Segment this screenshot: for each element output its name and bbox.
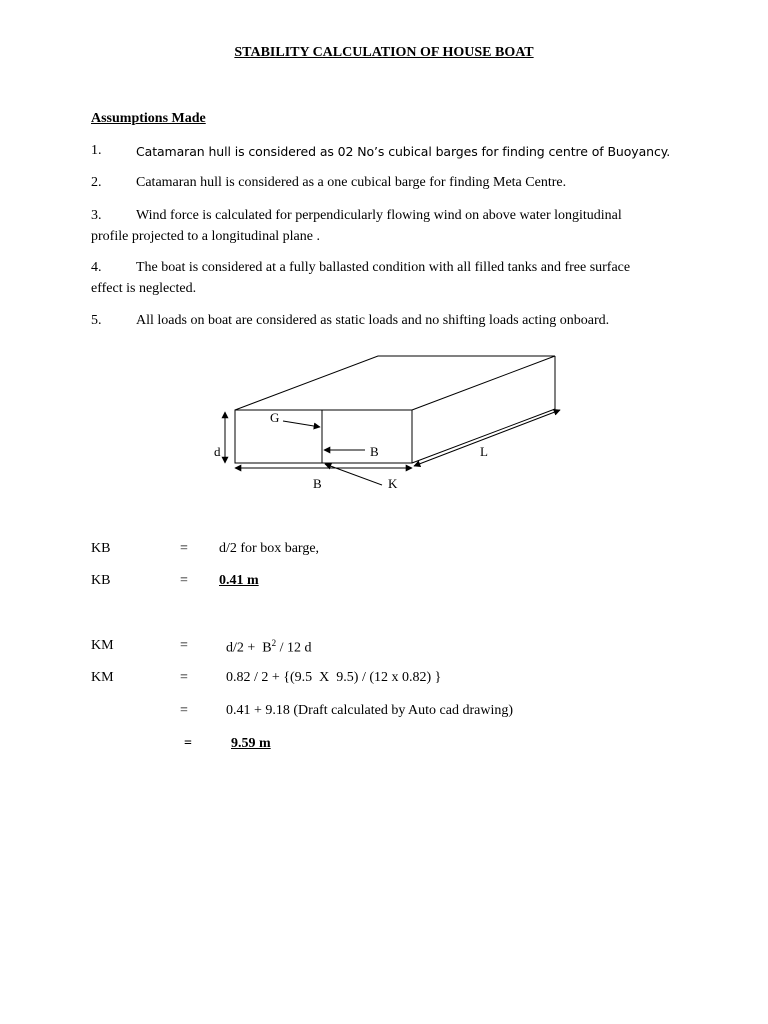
- equals-sign: =: [180, 638, 188, 653]
- label-d: d: [214, 444, 221, 459]
- equals-sign: =: [180, 670, 188, 685]
- assumptions-heading: Assumptions Made: [91, 111, 206, 126]
- page-title: STABILITY CALCULATION OF HOUSE BOAT: [234, 45, 534, 60]
- assumption-number: 2.: [91, 175, 102, 190]
- barge-top-face: [235, 356, 555, 410]
- k-pointer-arrow: [325, 464, 382, 485]
- kb-symbol: KB: [91, 541, 111, 556]
- assumption-text: Catamaran hull is considered as 02 No’s cubical barges for finding centre of Buoyancy.: [136, 144, 671, 159]
- km-symbol: KM: [91, 638, 114, 653]
- assumption-number: 1.: [91, 143, 102, 158]
- g-pointer-arrow: [283, 421, 320, 427]
- km-formula: $d/2 + B^2 / 12$ d: [226, 638, 312, 656]
- km-result: 9.59 m: [231, 736, 271, 751]
- assumption-number: 4.: [91, 260, 102, 275]
- label-l: L: [480, 444, 488, 459]
- assumption-text: Catamaran hull is considered as a one cubical barge for finding Meta Centre.: [136, 175, 567, 190]
- superscript: 2: [271, 638, 277, 648]
- kb-symbol: KB: [91, 573, 111, 588]
- label-b-centre: B: [370, 444, 379, 459]
- barge-front-face: [235, 410, 412, 463]
- label-b-breadth: B: [313, 476, 322, 491]
- km-symbol: KM: [91, 670, 114, 685]
- label-k: K: [388, 476, 398, 491]
- kb-formula: d/2 for box barge,: [219, 541, 320, 556]
- assumption-text: The boat is considered at a fully ballasted condition with all filled tanks and free surface: [136, 260, 631, 275]
- label-g: G: [270, 410, 280, 425]
- assumption-number: 5.: [91, 313, 102, 328]
- km-intermediate: 0.41 + 9.18 (Draft calculated by Auto cad drawing): [226, 703, 514, 718]
- assumption-number: 3.: [91, 208, 102, 223]
- equals-sign: =: [180, 541, 188, 556]
- assumption-text-continued: profile projected to a longitudinal plane .: [91, 229, 320, 244]
- assumption-text: Wind force is calculated for perpendicularly flowing wind on above water longitudinal: [136, 208, 622, 223]
- equals-sign: =: [180, 573, 188, 588]
- equals-sign: =: [184, 736, 192, 751]
- km-substitution: 0.82 / 2 + {(9.5 X 9.5) / (12 x 0.82) }: [226, 670, 442, 685]
- assumption-text: All loads on boat are considered as static loads and no shifting loads acting onboard.: [136, 313, 610, 328]
- assumption-text-continued: effect is neglected.: [91, 281, 197, 296]
- kb-result: 0.41 m: [219, 573, 259, 588]
- equals-sign: =: [180, 703, 188, 718]
